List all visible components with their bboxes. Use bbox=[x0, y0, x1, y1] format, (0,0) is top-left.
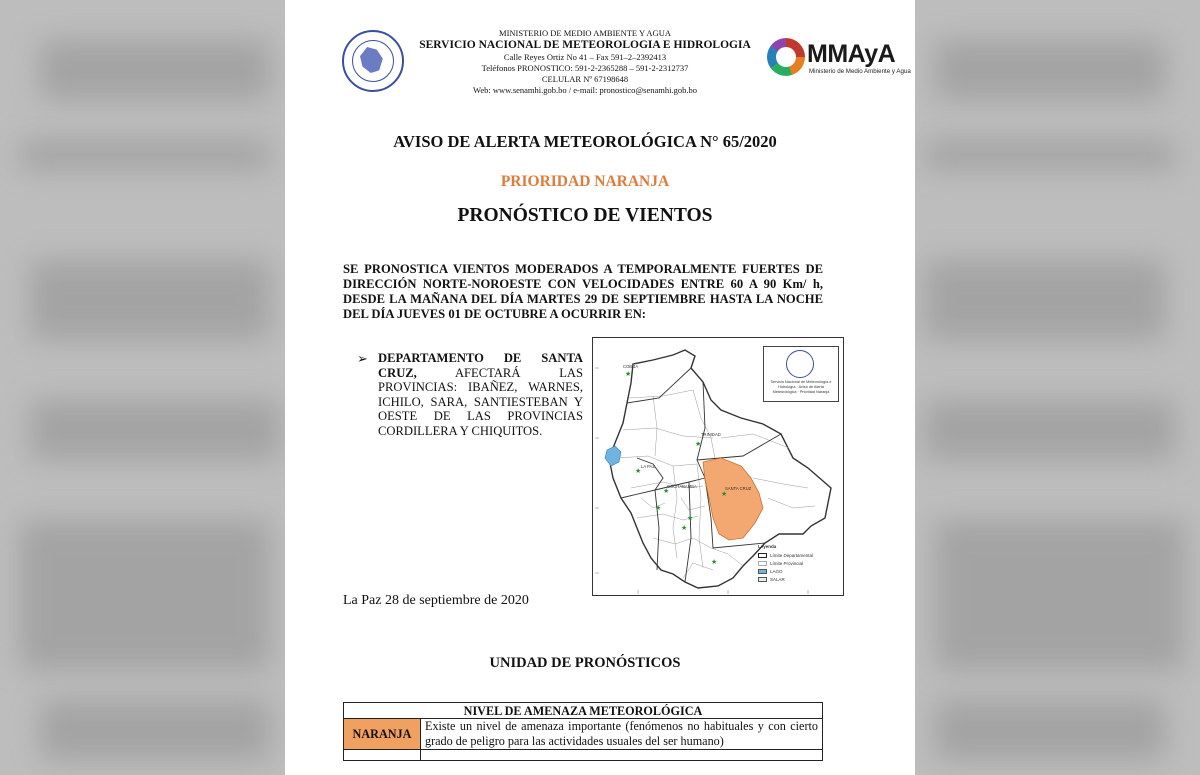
affected-area bbox=[378, 351, 583, 439]
issue-date: La Paz 28 de septiembre de 2020 bbox=[343, 593, 529, 608]
svg-text:★: ★ bbox=[687, 514, 694, 522]
city-label-cobija: COBIJA bbox=[623, 364, 639, 369]
city-label-santa-cruz: SANTA CRUZ bbox=[725, 486, 752, 491]
threat-table-header: NIVEL DE AMENAZA METEOROLÓGICA bbox=[344, 703, 823, 719]
city-label-cochabamba: COCHABAMBA bbox=[667, 484, 697, 489]
ministry-name: MINISTERIO DE MEDIO AMBIENTE Y AGUA bbox=[499, 28, 671, 38]
logo-name: MMAyA bbox=[807, 40, 896, 68]
threat-description-cell: Existe un nivel de amenaza importante (fenómenos no habituales y con cierto grado de peligro para las actividades usuales del ser humano) bbox=[421, 719, 823, 750]
senamhi-seal-icon bbox=[342, 30, 404, 92]
alert-title: AVISO DE ALERTA METEOROLÓGICA N° 65/2020 bbox=[393, 132, 777, 151]
document-page bbox=[285, 0, 915, 775]
forecast-title: PRONÓSTICO DE VIENTOS bbox=[457, 205, 713, 226]
legend-item: SALAR bbox=[758, 575, 836, 583]
legend-item: Límite Departamental bbox=[758, 551, 836, 559]
svg-text:★: ★ bbox=[625, 370, 632, 378]
issuing-unit: UNIDAD DE PRONÓSTICOS bbox=[489, 655, 681, 671]
city-label-trinidad: TRINIDAD bbox=[701, 432, 721, 437]
legend-item: LAGO bbox=[758, 567, 836, 575]
bullet-arrow-icon: ➢ bbox=[357, 351, 368, 366]
svg-text:★: ★ bbox=[655, 504, 662, 512]
table-row bbox=[344, 719, 823, 750]
affected-provinces: AFECTARÁ LAS PROVINCIAS: IBAÑEZ, WARNES, ICHILO, SARA, SANTIESTEBAN Y OESTE DE LAS PROVINCIAS CORDILLERA Y CHIQUITOS. bbox=[378, 365, 583, 438]
service-name: SERVICIO NACIONAL DE METEOROLOGIA E HIDROLOGIA bbox=[419, 39, 751, 51]
svg-text:★: ★ bbox=[695, 440, 702, 448]
mmaya-logo bbox=[767, 36, 912, 84]
threat-level-cell: NARANJA bbox=[344, 719, 421, 750]
priority-label: PRIORIDAD NARANJA bbox=[500, 173, 670, 190]
cellular: CELULAR Nº 67198648 bbox=[541, 74, 629, 84]
department-name: DEPARTAMENTO DE SANTA CRUZ, bbox=[378, 351, 583, 380]
address: Calle Reyes Ortiz No 41 – Fax 591–2–2392413 bbox=[503, 52, 667, 62]
city-label-la-paz: LA PAZ bbox=[641, 464, 655, 469]
phones: Teléfonos PRONOSTICO: 591-2-2365288 – 591-2-2312737 bbox=[481, 63, 689, 73]
svg-text:★: ★ bbox=[721, 490, 728, 498]
letterhead bbox=[285, 28, 915, 108]
map-seal-icon bbox=[786, 350, 814, 378]
web-contact: Web: www.senamhi.gob.bo / e-mail: pronostico@senamhi.gob.bo bbox=[472, 85, 697, 95]
legend-item: Límite Provincial bbox=[758, 559, 836, 567]
mmaya-logo-icon bbox=[767, 38, 805, 76]
letterhead-text bbox=[405, 28, 765, 96]
svg-text:★: ★ bbox=[711, 558, 718, 566]
threat-level-table bbox=[343, 702, 823, 761]
legend-title: Leyenda bbox=[758, 544, 777, 549]
logo-subtitle: Ministerio de Medio Ambiente y Agua bbox=[809, 68, 911, 75]
map-title-box bbox=[763, 346, 839, 402]
table-row bbox=[344, 750, 823, 761]
svg-text:★: ★ bbox=[681, 524, 688, 532]
background-left bbox=[0, 0, 285, 775]
alert-map bbox=[592, 337, 844, 596]
background-right bbox=[915, 0, 1200, 775]
map-title-text: Servicio Nacional de Meteorología e Hidrología · Aviso de Alerta Meteorológica · Prioridad Naranja bbox=[770, 380, 832, 394]
map-legend bbox=[758, 544, 836, 589]
svg-text:★: ★ bbox=[635, 467, 642, 475]
forecast-intro: SE PRONOSTICA VIENTOS MODERADOS A TEMPORALMENTE FUERTES DE DIRECCIÓN NORTE-NOROESTE CON VELOCIDADES ENTRE 60 A 90 Km/ h, DESDE LA MAÑANA DEL DÍA MARTES 29 DE SEPTIEMBRE HASTA LA NOCHE DEL DÍA JUEVES 01 DE OCTUBRE A OCURRIR EN: bbox=[343, 262, 823, 321]
svg-text:★: ★ bbox=[663, 487, 670, 495]
